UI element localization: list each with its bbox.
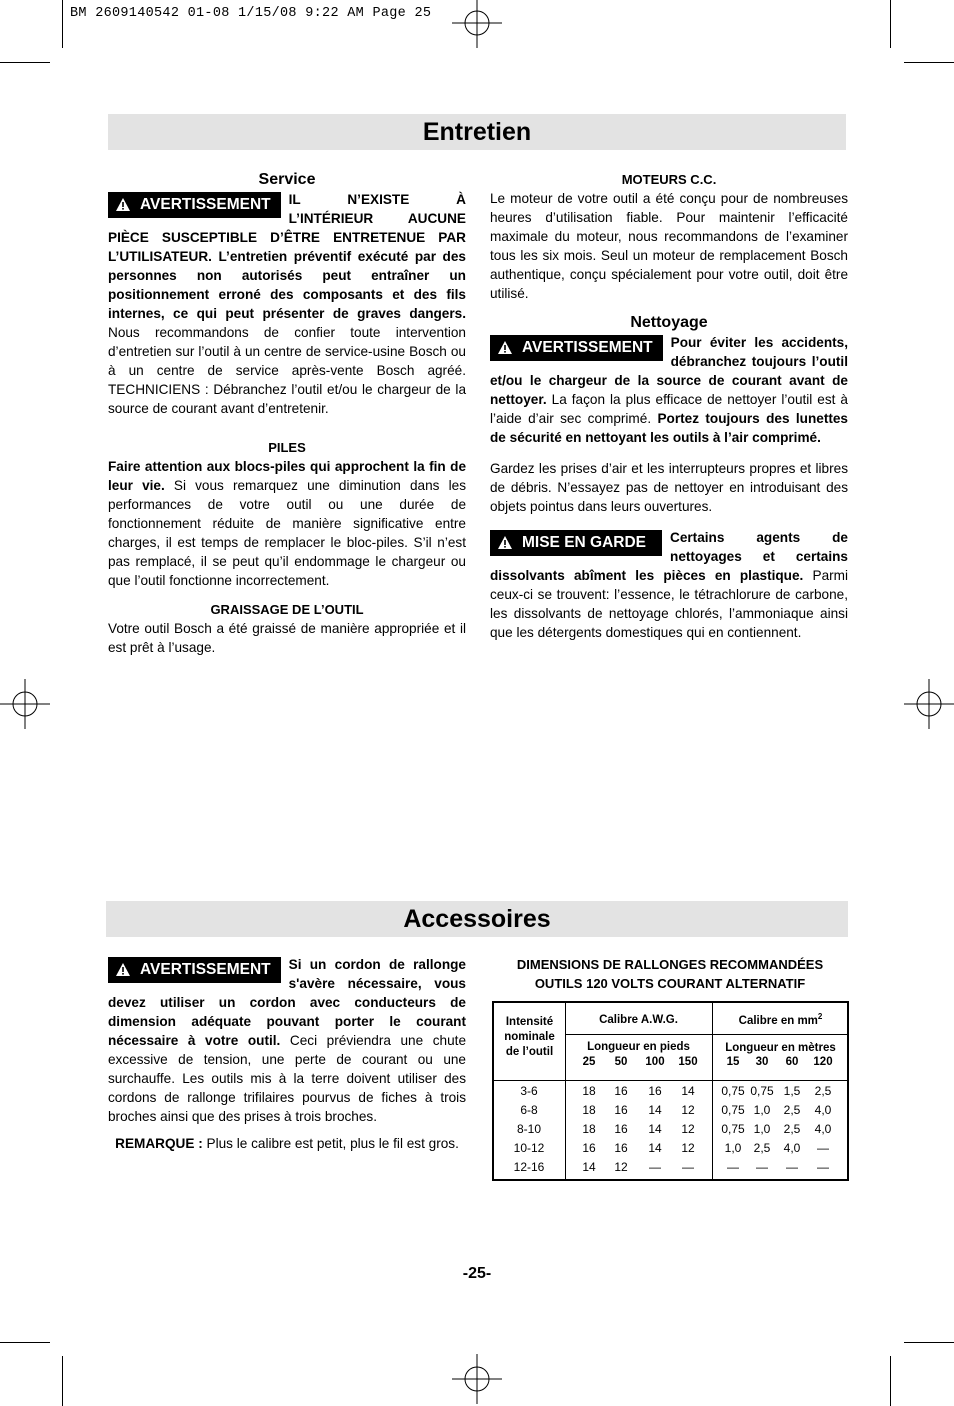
registration-mark-right [904,679,954,729]
table-cell: 16 [582,1141,596,1155]
table-cell: 12 [681,1122,695,1136]
accessoires-left-column [108,955,466,1153]
table-divider [494,1080,847,1081]
section-title-entretien: Entretien [108,114,846,150]
piles-paragraph [108,457,466,590]
table-cell-amps: 6-8 [520,1103,538,1117]
table-cell: 16 [614,1084,628,1098]
registration-mark-top [452,0,502,48]
table-divider [565,1034,847,1035]
table-divider [712,1003,713,1179]
service-text: Nous recommandons de confier toute intervention d’entretien sur l’outil à un centre de service-usine Bosch ou à un centre de service après-vente Bosch agréé. TECHNICIENS : Débranchez l’outil et/ou le chargeur de la source de courant avant d’entretenir. [108,325,466,416]
table-cell: 14 [582,1160,596,1174]
table-cell: 18 [582,1103,596,1117]
table-cell-amps: 12-16 [513,1160,545,1174]
service-paragraph [108,190,466,418]
piles-text: Si vous remarquez une diminution dans les performances de votre outil ou une durée de fonctionnement réduite de manière significative entre charges, il est temps de remplacer le bloc-piles. S’il n’est pas remplacé, il se peut qu’il endommage le chargeur ou que l’outil fonctionne incorrectement. [108,478,466,588]
note-label: REMARQUE : [115,1136,203,1151]
piles-heading: PILES [268,440,306,455]
awg-header: Calibre A.W.G. [599,1014,678,1026]
nettoyage-bold-text-2: Portez toujours des lunettes de sécurité en nettoyant les outils à l’air comprimé. [490,411,848,445]
moteurs-text: Le moteur de votre outil a été conçu pour de nombreuses heures d’utilisation fiable. Pour maintenir l’efficacité maximale du moteur, nous recommandons de l’examiner tous les six mois. Seul un moteur de remplacement Bosch authentique, conçu spécialement pour votre outil, doit être utilisé. [490,191,848,301]
table-cell: 4,0 [814,1122,832,1136]
table-cell: — [682,1160,694,1174]
feet-length: 25 [582,1056,596,1068]
graissage-text: Votre outil Bosch a été graissé de manière appropriée et il est prêt à l’usage. [108,621,466,655]
table-cell: 2,5 [814,1084,832,1098]
table-cell: 1,0 [753,1122,771,1136]
piles-bold-text: Faire attention aux blocs-piles qui approchent la fin de leur vie. [108,459,466,493]
accessoires-bold-text: Si un cordon de rallonge s'avère nécessaire, vous devez utiliser un cordon avec conducteurs de dimension adéquate pouvant porter le courant nécessaire à votre outil. [108,957,466,1048]
crop-mark [62,0,63,48]
feet-header: Longueur en pieds [587,1041,690,1053]
crop-mark [904,62,954,63]
caution-text: Parmi ceux-ci se trouvent: l’essence, le tétrachlorure de carbone, les dissolvants de nettoyage chlorés, l’ammoniaque ainsi que les détergents domestiques qui en contiennent. [490,568,849,640]
table-cell: 4,0 [783,1141,801,1155]
table-cell: 18 [582,1122,596,1136]
table-title [490,955,850,993]
accessoires-text: Ceci préviendra une chute excessive de tension, une perte de courant ou une surchauffe. Les outils mis à la terre doivent utiliser des cordons de rallonge trifilaires pourvus de fiches à trois broches ainsi que des prises à trois broches. [108,1033,467,1124]
feet-length: 150 [678,1056,698,1068]
crop-mark [62,1356,63,1406]
meter-length: 60 [785,1056,799,1068]
warning-triangle-icon [498,532,512,558]
crop-mark [904,1342,954,1343]
print-header: BM 2609140542 01-08 1/15/08 9:22 AM Page 25 [70,6,432,21]
feet-length: 100 [645,1056,665,1068]
table-cell: 0,75 [750,1084,774,1098]
feet-length: 50 [614,1056,628,1068]
caution-bold-text: Certains agents de nettoyages et certains dissolvants abîment les pièces en plastique. [490,530,848,583]
table-cell: 0,75 [721,1084,745,1098]
section-title-accessoires: Accessoires [106,901,848,937]
crop-mark [890,0,891,48]
table-cell: 18 [582,1084,596,1098]
table-cell: — [786,1160,798,1174]
table-cell: 12 [614,1160,628,1174]
table-cell: — [756,1160,768,1174]
table-cell: — [649,1160,661,1174]
table-cell-amps: 10-12 [513,1141,545,1155]
table-cell-amps: 8-10 [516,1122,542,1136]
table-cell: 2,5 [783,1122,801,1136]
left-column [108,170,466,657]
graissage-heading: GRAISSAGE DE L’OUTIL [210,602,364,617]
nettoyage-text-1: La façon la plus efficace de nettoyer l’outil est à l’aide d’air sec comprimé. [490,392,848,426]
table-cell: 14 [681,1084,695,1098]
nettoyage-bold-text-1: Pour éviter les accidents, débranchez toujours l’outil et/ou le chargeur de la source de courant avant de nettoyer. [490,335,848,407]
caution-paragraph [490,528,848,642]
warning-badge: AVERTISSEMENT [490,335,663,361]
service-heading: Service [258,171,316,188]
table-title-line-1: DIMENSIONS DE RALLONGES RECOMMANDÉES [516,957,824,972]
table-cell: 16 [614,1103,628,1117]
table-cell: 0,75 [721,1103,745,1117]
table-cell: 16 [648,1084,662,1098]
table-cell: 16 [614,1141,628,1155]
registration-mark-bottom [452,1354,502,1404]
extension-cord-table [492,1001,849,1181]
warning-badge: AVERTISSEMENT [108,192,281,218]
table-cell: — [817,1160,829,1174]
right-column [490,170,848,642]
page-number: -25- [462,1265,492,1282]
warning-triangle-icon [116,194,130,220]
warning-triangle-icon [116,959,130,985]
mm-header: Calibre en $mm^2$ [738,1012,823,1027]
registration-mark-left [0,679,50,729]
table-cell: 14 [648,1103,662,1117]
table-cell: 0,75 [721,1122,745,1136]
table-cell: 1,0 [724,1141,742,1155]
table-cell: 4,0 [814,1103,832,1117]
crop-mark [890,1356,891,1406]
table-cell: 14 [648,1122,662,1136]
table-cell: 2,5 [783,1103,801,1117]
meters-header: Longueur en mètres [725,1042,836,1054]
table-divider [565,1003,566,1179]
service-warning-text: IL N’EXISTE À L’INTÉRIEUR AUCUNE PIÈCE SUSCEPTIBLE D’ÊTRE ENTRETENUE PAR L’UTILISATEUR. L’entretien préventif exécuté par des personnes non autorisés peut entraîner un positionnement erroné des composants et des fils internes, ce qui peut présenter de graves dangers. [108,192,466,321]
nettoyage-heading: Nettoyage [630,314,708,331]
table-title-line-2: OUTILS 120 VOLTS COURANT ALTERNATIF [534,976,806,991]
table-cell: — [727,1160,739,1174]
accessoires-paragraph [108,955,466,1126]
caution-badge: MISE EN GARDE [490,530,662,556]
nettoyage-paragraph [490,333,848,447]
nettoyage-paragraph-2: Gardez les prises d’air et les interrupteurs propres et libres de débris. N’essayez pas de nettoyer en introduisant des objets pointus dans leurs ouvertures. [490,461,848,514]
table-cell: 14 [648,1141,662,1155]
meter-length: 15 [726,1056,740,1068]
table-cell: 1,5 [783,1084,801,1098]
amps-header: Intensité nominale de l’outil [504,1016,555,1058]
warning-triangle-icon [498,337,512,363]
crop-mark [0,1342,50,1343]
warning-badge: AVERTISSEMENT [108,957,281,983]
note-text: Plus le calibre est petit, plus le fil est gros. [206,1136,459,1151]
moteurs-heading: MOTEURS C.C. [621,172,717,187]
note [108,1134,466,1153]
table-cell: 2,5 [753,1141,771,1155]
table-cell: 1,0 [753,1103,771,1117]
meter-length: 120 [813,1056,833,1068]
table-cell: 12 [681,1103,695,1117]
table-cell: 16 [614,1122,628,1136]
crop-mark [0,62,50,63]
table-cell-amps: 3-6 [520,1084,538,1098]
table-cell: 12 [681,1141,695,1155]
meter-length: 30 [755,1056,769,1068]
table-cell: — [817,1141,829,1155]
